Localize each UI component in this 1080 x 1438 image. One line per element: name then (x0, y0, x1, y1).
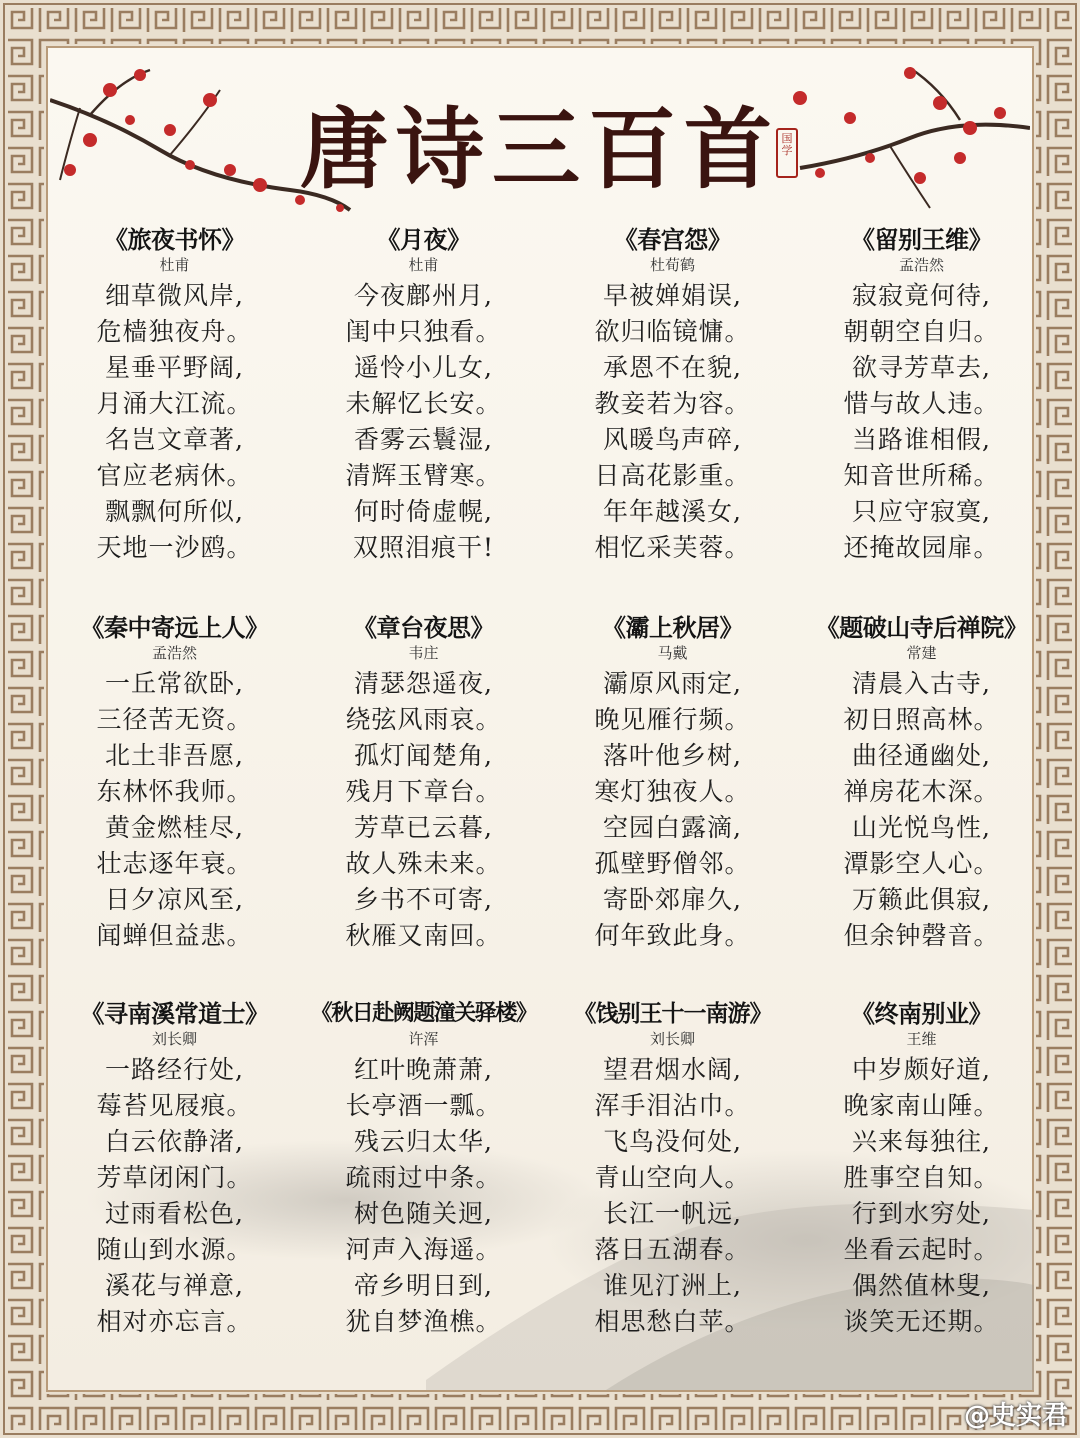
poem-card (548, 612, 797, 954)
poem-line: 清瑟怨遥夜, (354, 669, 493, 698)
poem-line: 芳草闭闲门。 (96, 1163, 253, 1192)
poem-line: 寒灯独夜人。 (594, 777, 751, 806)
poem-line: 曲径通幽处, (852, 741, 991, 770)
poem-line: 莓苔见屐痕。 (96, 1091, 253, 1120)
poem-line: 相对亦忘言。 (96, 1307, 253, 1336)
poem-line: 胜事空自知。 (843, 1163, 1000, 1192)
poem-card (548, 998, 797, 1340)
poem-author: 刘长卿 (151, 1030, 197, 1048)
poem-line: 黄金燃桂尽, (105, 813, 244, 842)
poem-line: 闻蝉但益悲。 (96, 921, 253, 950)
poem-title: 《寻南溪常道士》 (80, 1000, 269, 1028)
poem-title: 《饯别王十一南游》 (573, 1001, 772, 1027)
poem-line: 欲归临镜慵。 (594, 317, 751, 346)
poem-line: 青山空向人。 (594, 1163, 751, 1192)
poem-line: 兴来每独往, (852, 1127, 991, 1156)
poem-line: 香雾云鬟湿, (354, 425, 493, 454)
poem-author: 许浑 (408, 1030, 439, 1048)
poem-card (299, 612, 548, 954)
poem-line: 芳草已云暮, (354, 813, 493, 842)
poem-line: 清辉玉臂寒。 (345, 461, 502, 490)
poem-line: 相忆采芙蓉。 (594, 533, 751, 562)
poem-card (299, 224, 548, 566)
poem-line: 河声入海遥。 (345, 1235, 502, 1264)
poem-line: 初日照高林。 (843, 705, 1000, 734)
poem-title: 《灞上秋居》 (602, 614, 743, 642)
poem-line: 禅房花木深。 (843, 777, 1000, 806)
poem-author: 刘长卿 (649, 1030, 695, 1048)
poem-line: 遥怜小儿女, (354, 353, 493, 382)
poem-card (797, 998, 1046, 1340)
poem-line: 残云归太华, (354, 1127, 493, 1156)
poem-line: 闺中只独看。 (345, 317, 502, 346)
poem-line: 行到水穷处, (852, 1199, 991, 1228)
poem-line: 壮志逐年衰。 (96, 849, 253, 878)
poem-line: 早被婵娟误, (603, 281, 742, 310)
poem-line: 惜与故人违。 (843, 389, 1000, 418)
poem-line: 寂寂竟何待, (852, 281, 991, 310)
poem-line: 未解忆长安。 (345, 389, 502, 418)
poem-line: 教妾若为容。 (594, 389, 751, 418)
poem-title: 《秦中寄远上人》 (80, 614, 269, 642)
poem-line: 日高花影重。 (594, 461, 751, 490)
poem-line: 东林怀我师。 (96, 777, 253, 806)
poem-author: 杜甫 (159, 256, 190, 274)
poem-line: 三径苦无资。 (96, 705, 253, 734)
poem-line: 危樯独夜舟。 (96, 317, 253, 346)
poem-line: 红叶晚萧萧, (354, 1055, 493, 1084)
poem-line: 绕弦风雨哀。 (345, 705, 502, 734)
red-seal-stamp: 国学 (776, 128, 798, 178)
poem-line: 秋雁又南回。 (345, 921, 502, 950)
poem-title: 《春宫怨》 (613, 226, 732, 254)
poem-line: 万籁此俱寂, (852, 885, 991, 914)
poem-line: 何年致此身。 (594, 921, 751, 950)
poem-line: 犹自梦渔樵。 (345, 1307, 502, 1336)
poem-line: 天地一沙鸥。 (96, 533, 253, 562)
poem-line: 只应守寂寞, (852, 497, 991, 526)
poem-line: 飞鸟没何处, (603, 1127, 742, 1156)
poem-line: 还掩故园扉。 (843, 533, 1000, 562)
poem-line: 朝朝空自归。 (843, 317, 1000, 346)
poem-line: 疏雨过中条。 (345, 1163, 502, 1192)
poem-line: 残月下章台。 (345, 777, 502, 806)
poem-line: 日夕凉风至, (105, 885, 244, 914)
poem-line: 飘飘何所似, (105, 497, 244, 526)
poem-line: 灞原风雨定, (603, 669, 742, 698)
poem-line: 孤灯闻楚角, (354, 741, 493, 770)
weibo-watermark: @史实君 (963, 1401, 1068, 1431)
poem-line: 星垂平野阔, (105, 353, 244, 382)
poem-line: 偶然值林叟, (852, 1271, 991, 1300)
poem-line: 过雨看松色, (105, 1199, 244, 1228)
poem-title: 《题破山寺后禅院》 (815, 614, 1028, 642)
page-title: 唐诗三百首 (299, 97, 780, 201)
poem-line: 当路谁相假, (852, 425, 991, 454)
poem-line: 承恩不在貌, (603, 353, 742, 382)
poem-line: 落日五湖春。 (594, 1235, 751, 1264)
poem-line: 相思愁白苹。 (594, 1307, 751, 1336)
poem-line: 风暖鸟声碎, (603, 425, 742, 454)
poem-line: 溪花与禅意, (105, 1271, 244, 1300)
poem-card (797, 224, 1046, 566)
poem-line: 中岁颇好道, (852, 1055, 991, 1084)
poem-card (797, 612, 1046, 954)
poem-line: 山光悦鸟性, (852, 813, 991, 842)
poem-line: 一路经行处, (105, 1055, 244, 1084)
poem-line: 随山到水源。 (96, 1235, 253, 1264)
poem-author: 马戴 (657, 644, 688, 662)
poem-line: 乡书不可寄, (354, 885, 493, 914)
poem-title: 《旅夜书怀》 (104, 226, 245, 254)
poem-line: 谁见汀洲上, (603, 1271, 742, 1300)
poem-card (50, 612, 299, 954)
poem-line: 晚家南山陲。 (843, 1091, 1000, 1120)
poem-card (50, 224, 299, 566)
poem-author: 杜荀鹤 (649, 256, 695, 274)
poem-line: 长亭酒一瓢。 (345, 1091, 502, 1120)
poem-card (50, 998, 299, 1340)
poem-line: 官应老病休。 (96, 461, 253, 490)
poem-author: 杜甫 (408, 256, 439, 274)
poem-line: 月涌大江流。 (96, 389, 253, 418)
poem-author: 王维 (906, 1030, 937, 1048)
poem-line: 浑手泪沾巾。 (594, 1091, 751, 1120)
poem-line: 名岂文章著, (105, 425, 244, 454)
poem-line: 坐看云起时。 (843, 1235, 1000, 1264)
poem-line: 谈笑无还期。 (843, 1307, 1000, 1336)
poem-line: 空园白露滴, (603, 813, 742, 842)
poem-line: 潭影空人心。 (843, 849, 1000, 878)
poem-line: 孤壁野僧邻。 (594, 849, 751, 878)
poem-author: 孟浩然 (898, 256, 944, 274)
poem-title: 《秋日赴阙题潼关驿楼》 (310, 1001, 537, 1026)
poem-line: 今夜鄜州月, (354, 281, 493, 310)
poem-line: 清晨入古寺, (852, 669, 991, 698)
poem-line: 知音世所稀。 (843, 461, 1000, 490)
poem-line: 帝乡明日到, (354, 1271, 493, 1300)
poem-line: 落叶他乡树, (603, 741, 742, 770)
poem-line: 晚见雁行频。 (594, 705, 751, 734)
poem-line: 长江一帆远, (603, 1199, 742, 1228)
poem-line: 细草微风岸, (105, 281, 244, 310)
poem-title: 《月夜》 (376, 226, 471, 254)
poem-line: 何时倚虚幌, (354, 497, 493, 526)
poem-card (299, 998, 548, 1340)
poem-line: 寄卧郊扉久, (603, 885, 742, 914)
poem-author: 韦庄 (408, 644, 439, 662)
poem-title: 《章台夜思》 (353, 614, 494, 642)
poem-line: 故人殊未来。 (345, 849, 502, 878)
poem-line: 欲寻芳草去, (852, 353, 991, 382)
poem-title: 《终南别业》 (851, 1000, 992, 1028)
poem-author: 孟浩然 (151, 644, 197, 662)
poem-line: 但余钟磬音。 (843, 921, 1000, 950)
poem-author: 常建 (906, 644, 937, 662)
poem-line: 年年越溪女, (603, 497, 742, 526)
poem-line: 望君烟水阔, (603, 1055, 742, 1084)
poem-card (548, 224, 797, 566)
poem-line: 双照泪痕干! (352, 533, 495, 562)
poem-line: 树色随关迥, (354, 1199, 493, 1228)
poem-title: 《留别王维》 (851, 226, 992, 254)
poem-line: 北土非吾愿, (105, 741, 244, 770)
poem-line: 一丘常欲卧, (105, 669, 244, 698)
poem-line: 白云依静渚, (105, 1127, 244, 1156)
